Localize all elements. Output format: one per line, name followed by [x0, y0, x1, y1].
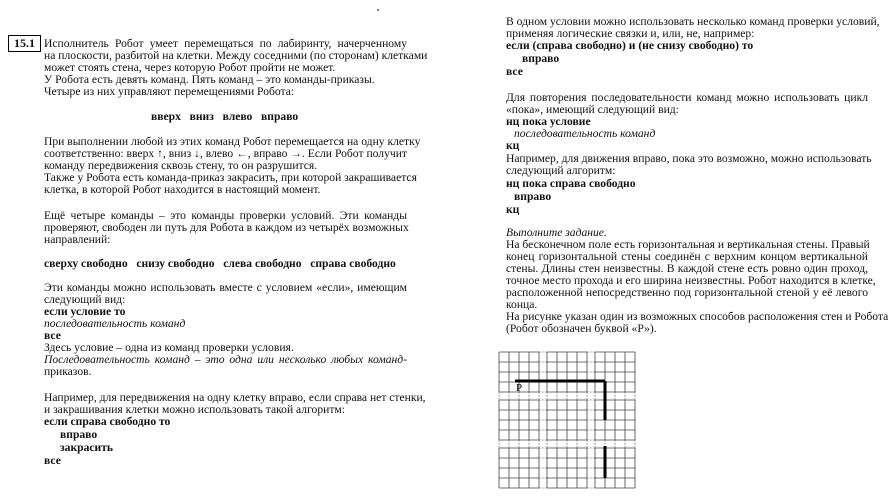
text-line: Например, для движения вправо, пока это возможно, можно использовать — [506, 152, 872, 165]
text-line: расположенной непосредственно под горизонтальной стеной у её левого — [506, 286, 868, 299]
code-line: нц пока справа свободно — [506, 177, 636, 190]
text-line: следующий вид: — [44, 293, 126, 306]
text-line: Последовательность команд – это одна или несколько любых команд- — [44, 353, 407, 366]
text-line: У Робота есть девять команд. Пять команд – это команды-приказы. — [44, 73, 375, 86]
text-line: клетка, в которой Робот находится в настоящий момент. — [44, 183, 321, 196]
walls — [515, 381, 605, 478]
text-line: применяя логические связки и, или, не, например: — [506, 27, 755, 40]
text-line: Ещё четыре команды – это команды проверки условий. Эти команды — [44, 209, 407, 222]
text-line: следующий алгоритм: — [506, 164, 616, 177]
example-code-line: все — [44, 454, 61, 467]
text-line: Например, для передвижения на одну клетку вправо, если справа нет стенки, — [44, 391, 426, 404]
robot-field-figure — [497, 350, 641, 490]
text-line: В одном условии можно использовать несколько команд проверки условий, — [506, 15, 880, 28]
grid-block — [595, 448, 635, 488]
grid-block — [595, 352, 635, 400]
text-line: Здесь условие – одна из команд проверки условия. — [44, 341, 294, 354]
loop-syntax-body: последовательность команд — [514, 127, 656, 140]
text-line: конца. — [506, 298, 538, 311]
grid-block — [499, 352, 547, 400]
loop-syntax-end: кц — [506, 139, 520, 152]
text-line: Также у Робота есть команда-приказ закрасить, при которой закрашивается — [44, 171, 417, 184]
example-code-line: закрасить — [60, 441, 114, 454]
example-code-line: если справа свободно то — [44, 415, 171, 428]
task-heading: Выполните задание. — [506, 226, 607, 239]
if-syntax-body: последовательность команд — [44, 317, 186, 330]
condition-commands: сверху свободно снизу свободно слева свободно справа свободно — [44, 257, 396, 270]
text-line: Для повторения последовательности команд можно использовать цикл — [506, 91, 868, 104]
grid-block — [547, 400, 595, 448]
grid-block — [595, 400, 635, 448]
text-line: точное место прохода и его ширина неизвестны. Робот находится в клетке, — [506, 274, 876, 287]
code-line: кц — [506, 203, 520, 216]
grid-block — [547, 448, 595, 488]
grid-blocks — [499, 352, 635, 488]
text-line: на плоскости, разбитой на клетки. Между соседними (по сторонам) клетками — [44, 49, 428, 62]
text-line: стены. Длины стен неизвестны. В каждой стене есть ровно один проход, — [506, 262, 868, 275]
text-line: На бесконечном поле есть горизонтальная и вертикальная стены. Правый — [506, 238, 870, 251]
text-line: При выполнении любой из этих команд Робот перемещается на одну клетку — [44, 135, 421, 148]
code-line: вправо — [522, 52, 560, 65]
text-line: Эти команды можно использовать вместе с условием «если», имеющим — [44, 281, 407, 294]
text-line: Четыре из них управляют перемещениями Робота: — [44, 85, 295, 98]
page-speck — [377, 9, 379, 11]
text-line: команду передвижения сквозь стену, то он разрушится. — [44, 159, 318, 172]
task-number: 15.1 — [8, 35, 41, 52]
text-line: приказов. — [44, 365, 92, 378]
robot-marker: Р — [516, 382, 523, 394]
text-line: соответственно: вверх ↑, вниз ↓, влево ←, вправо →. Если Робот получит — [44, 147, 407, 160]
text-line: и закрашивания клетки можно использовать такой алгоритм: — [44, 403, 345, 416]
code-line: вправо — [514, 190, 552, 203]
text-line: конец горизонтальной стены соединён с верхним концом вертикальной — [506, 250, 868, 263]
text-line: (Робот обозначен буквой «Р»). — [506, 322, 657, 335]
text-line: «пока», имеющий следующий вид: — [506, 103, 679, 116]
move-commands: вверх вниз влево вправо — [151, 110, 299, 123]
grid-block — [547, 352, 595, 400]
if-syntax-end: все — [44, 329, 61, 342]
text-line: может стоять стена, через которую Робот пройти не может. — [44, 61, 336, 74]
if-syntax-line: если условие то — [44, 305, 126, 318]
text-line: На рисунке указан один из возможных способов расположения стен и Робота — [506, 310, 888, 323]
text-line: Исполнитель Робот умеет перемещаться по лабиринту, начерченному — [44, 37, 407, 50]
loop-syntax-line: нц пока условие — [506, 115, 591, 128]
example-code-line: вправо — [60, 428, 98, 441]
text-line: направлений: — [44, 233, 111, 246]
grid-block — [499, 400, 547, 448]
text-line: проверяют, свободен ли путь для Робота в каждом из четырёх возможных — [44, 221, 409, 234]
grid-block — [499, 448, 547, 488]
code-line: все — [506, 65, 523, 78]
code-line: если (справа свободно) и (не снизу свободно) то — [506, 39, 754, 52]
